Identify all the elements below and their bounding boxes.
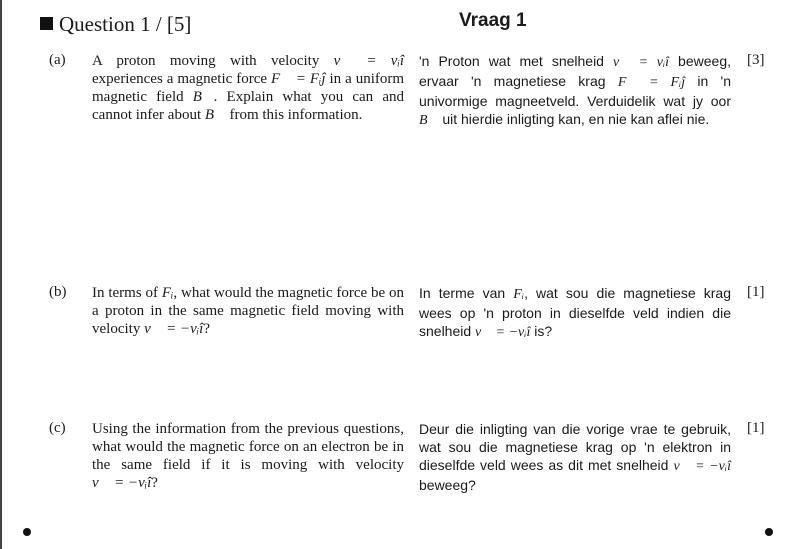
math-force: F⃗ = Fᵢĵ bbox=[617, 75, 686, 90]
text-run: Deur die inligting van die vorige vrae te gebruik, wat sou die magnetiese krag op 'n elektron in dieselfde veld wees as dit met snelheid bbox=[419, 421, 731, 473]
heading-separator: / bbox=[155, 12, 162, 36]
text-run: In terme van bbox=[419, 285, 514, 301]
text-run: A proton moving with velocity bbox=[92, 53, 334, 69]
text-run: is? bbox=[530, 323, 553, 339]
math-field: B⃗ bbox=[192, 89, 214, 105]
question-heading bbox=[40, 10, 527, 37]
text-run: ? bbox=[203, 321, 211, 337]
math-force-component: Fᵢ bbox=[513, 287, 525, 302]
question-marks: [1] bbox=[747, 420, 765, 436]
square-bullet-icon bbox=[40, 17, 53, 30]
footer-bullet-icon bbox=[765, 528, 773, 536]
math-velocity: v⃗ = −vᵢî bbox=[673, 459, 731, 474]
left-page-rule bbox=[0, 0, 2, 549]
text-run: 'n Proton wat met snelheid bbox=[419, 53, 613, 69]
question-label: (c) bbox=[49, 420, 66, 436]
math-velocity: v⃗ = −vᵢî bbox=[475, 325, 531, 340]
text-run: beweeg? bbox=[419, 477, 476, 493]
text-run: In terms of bbox=[92, 285, 162, 301]
text-run: , wat sou die magnetiese krag wees op 'n proton in dieselfde veld indien die snelheid bbox=[419, 285, 732, 339]
text-run: from this information. bbox=[225, 107, 363, 123]
question-label: (b) bbox=[49, 284, 67, 300]
question-marks: [3] bbox=[747, 52, 765, 68]
afrikaans-text bbox=[419, 284, 731, 342]
question-label: (a) bbox=[49, 52, 66, 68]
english-text bbox=[92, 52, 404, 124]
english-text bbox=[92, 284, 404, 338]
text-run: in a uniform magnetic field bbox=[92, 71, 405, 105]
math-velocity: v⃗ = vᵢî bbox=[612, 55, 670, 70]
question-marks: [1] bbox=[747, 284, 765, 300]
text-run: beweeg, ervaar 'n magnetiese krag bbox=[419, 53, 731, 89]
text-run: ? bbox=[151, 475, 158, 491]
math-force-component: Fᵢ bbox=[161, 285, 174, 301]
heading-marks: [5] bbox=[166, 12, 192, 36]
afrikaans-text bbox=[419, 52, 731, 130]
heading-english: Question 1 bbox=[59, 12, 151, 36]
text-run: Using the information from the previous questions, what would the magnetic force on an electron be in the same field if it is moving with velocity bbox=[92, 421, 404, 473]
text-run: in 'n univormige magneetveld. Verduidelik wat jy oor bbox=[419, 73, 731, 109]
math-velocity: v⃗ = −vᵢî bbox=[92, 475, 152, 491]
text-run: , what would the magnetic force be on a proton in the same magnetic field moving with velocity bbox=[92, 285, 404, 337]
english-text bbox=[92, 420, 404, 492]
math-field: B⃗ bbox=[419, 113, 439, 128]
footer-bullet-icon bbox=[23, 528, 31, 536]
afrikaans-text bbox=[419, 420, 731, 494]
math-velocity: v⃗ = −vᵢî bbox=[144, 321, 204, 337]
text-run: experiences a magnetic force bbox=[92, 71, 271, 87]
math-field: B⃗ bbox=[204, 107, 226, 123]
text-run: . Explain what you can and cannot infer about bbox=[92, 89, 404, 123]
math-velocity: v⃗ = vᵢî bbox=[333, 53, 404, 69]
math-force: F⃗ = Fᵢĵ bbox=[271, 71, 326, 87]
text-run: uit hierdie inligting kan, en nie kan aflei nie. bbox=[438, 111, 710, 127]
heading-afrikaans: Vraag 1 bbox=[459, 10, 527, 31]
